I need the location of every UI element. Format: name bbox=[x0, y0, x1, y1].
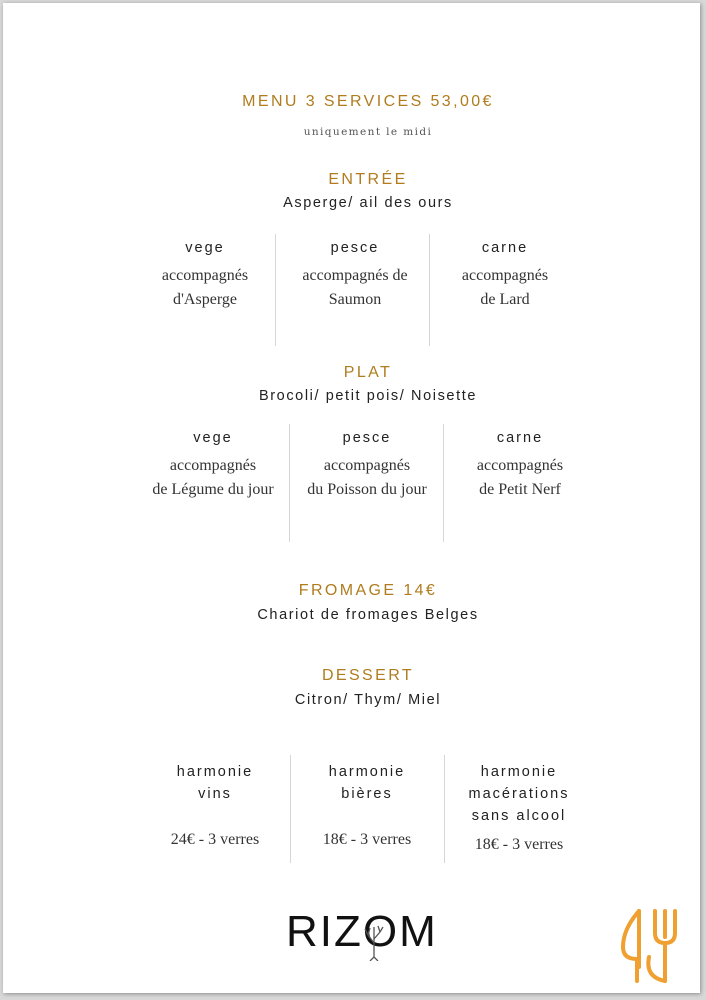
harmonie-line1: harmonie bbox=[480, 764, 558, 780]
harmonie-macerations bbox=[449, 761, 589, 857]
harmonie-line1: harmonie bbox=[176, 764, 254, 780]
harmonie-vins bbox=[145, 761, 285, 852]
harmonie-divider-1 bbox=[290, 755, 291, 863]
plat-col-line2: de Petit Nerf bbox=[479, 481, 561, 498]
menu-subtitle: uniquement le midi bbox=[303, 126, 433, 138]
dessert-heading: DESSERT bbox=[321, 667, 415, 684]
logo-text: RIZOM bbox=[286, 907, 438, 956]
plat-col-line1: accompagnés bbox=[323, 457, 411, 474]
entree-col-label: vege bbox=[185, 240, 225, 256]
entree-col-line1: accompagnés de bbox=[302, 267, 408, 284]
menu-title: MENU 3 SERVICES 53,00€ bbox=[242, 93, 494, 110]
harmonie-price: 24€ - 3 verres bbox=[170, 831, 260, 848]
plat-col-line1: accompagnés bbox=[476, 457, 564, 474]
plat-col-label: pesce bbox=[342, 430, 392, 446]
entree-col-line2: Saumon bbox=[328, 291, 382, 308]
entree-col-label: carne bbox=[481, 240, 529, 256]
plat-col-line1: accompagnés bbox=[169, 457, 257, 474]
dessert-description: Citron/ Thym/ Miel bbox=[294, 692, 442, 708]
entree-col-label: pesce bbox=[330, 240, 380, 256]
entree-col-carne bbox=[440, 240, 570, 312]
entree-heading: ENTRÉE bbox=[328, 171, 408, 188]
harmonie-line1: harmonie bbox=[328, 764, 406, 780]
entree-col-line1: accompagnés bbox=[161, 267, 249, 284]
entree-col-pesce bbox=[285, 240, 425, 312]
harmonie-line2: bières bbox=[341, 786, 393, 802]
entree-col-line2: d'Asperge bbox=[173, 291, 237, 308]
plat-heading: PLAT bbox=[343, 364, 393, 381]
plat-divider-1 bbox=[289, 424, 290, 542]
plat-col-pesce bbox=[294, 430, 440, 502]
entree-col-line1: accompagnés bbox=[461, 267, 549, 284]
fromage-description: Chariot de fromages Belges bbox=[257, 607, 479, 623]
harmonie-bieres bbox=[297, 761, 437, 852]
fork-knife-icon bbox=[619, 907, 687, 985]
plat-col-line2: de Légume du jour bbox=[152, 481, 274, 498]
plat-divider-2 bbox=[443, 424, 444, 542]
plat-col-label: vege bbox=[193, 430, 233, 446]
harmonie-line2: vins bbox=[198, 786, 232, 802]
entree-divider-2 bbox=[429, 234, 430, 346]
harmonie-line3: sans alcool bbox=[471, 808, 567, 824]
plat-description: Brocoli/ petit pois/ Noisette bbox=[258, 388, 478, 404]
plat-col-carne bbox=[455, 430, 585, 502]
plat-col-vege bbox=[140, 430, 286, 502]
entree-col-line2: de Lard bbox=[480, 291, 530, 308]
plat-col-label: carne bbox=[496, 430, 544, 446]
entree-description: Asperge/ ail des ours bbox=[283, 195, 453, 211]
harmonie-price: 18€ - 3 verres bbox=[474, 836, 564, 853]
harmonie-price: 18€ - 3 verres bbox=[322, 831, 412, 848]
plat-col-line2: du Poisson du jour bbox=[307, 481, 427, 498]
entree-divider-1 bbox=[275, 234, 276, 346]
menu-page bbox=[3, 3, 700, 993]
rizom-logo bbox=[286, 907, 446, 967]
fromage-heading: FROMAGE 14€ bbox=[298, 582, 438, 599]
tree-icon bbox=[360, 917, 388, 961]
harmonie-line2: macérations bbox=[468, 786, 570, 802]
harmonie-divider-2 bbox=[444, 755, 445, 863]
entree-col-vege bbox=[140, 240, 270, 312]
